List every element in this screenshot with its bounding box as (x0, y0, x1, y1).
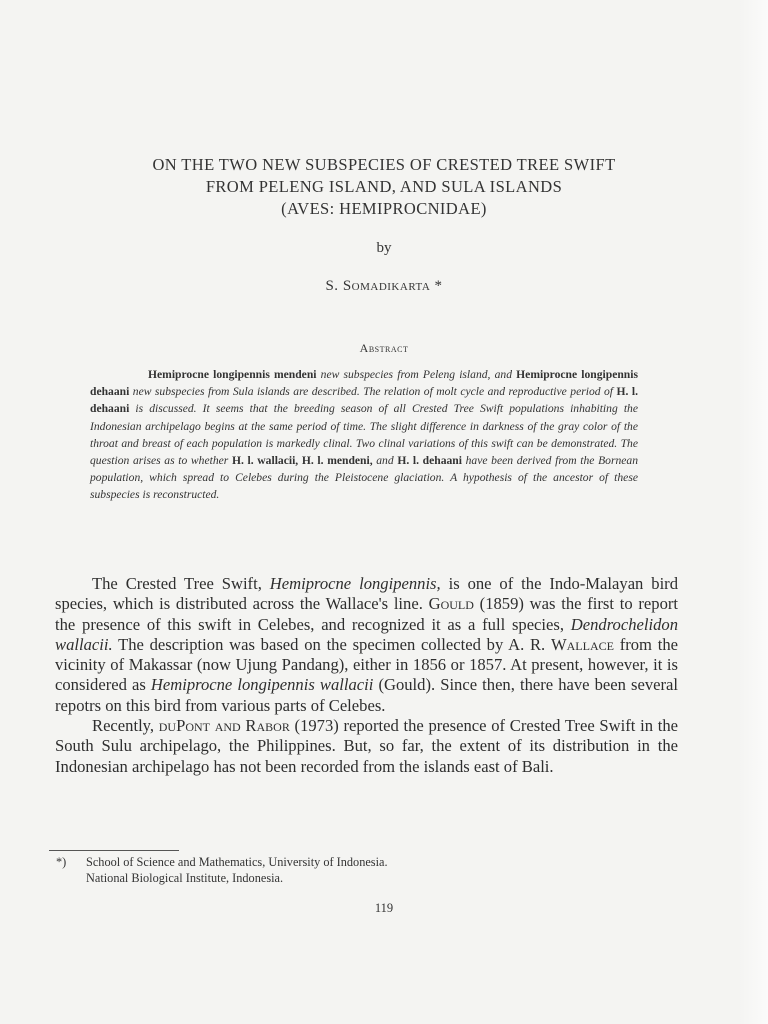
page-edge (738, 0, 768, 1024)
text-run: (1859) was the first to report the presence of this swift in Celebes, and recognized it as a full species, (55, 594, 678, 634)
article-title (40, 154, 728, 220)
author-initial: S. (325, 278, 343, 294)
title-line-1: ON THE TWO NEW SUBSPECIES OF CRESTED TREE SWIFT (152, 155, 616, 174)
footnote-line-2: National Biological Institute, Indonesia. (86, 870, 284, 885)
footnote (56, 855, 676, 886)
species-name: Hemiprocne longipennis wallacii (150, 675, 374, 695)
abstract-text (90, 366, 638, 504)
footnote-line-1: School of Science and Mathematics, University of Indonesia. (86, 855, 388, 869)
body-text (55, 574, 678, 777)
footnote-row (56, 871, 676, 887)
taxon-name: Hemiprocne longipennis mendeni (148, 368, 317, 381)
abstract-run: is discussed. It seems that the breeding season of all Crested Tree Swift populations inhabiting the Indonesian archipelago begins at the same period of time. The slight difference in darkness of the gray color of the throat and breast of each population is markedly clinal. Two clinal variations of this swift can be demonstrated. The question arises as to whether (90, 402, 638, 468)
text-run: is one of the Indo-Malayan bird species, which is distributed across the Wallace's line. (55, 574, 678, 614)
page-number: 119 (374, 901, 394, 915)
author-surname: Somadikarta (342, 278, 431, 294)
title-line-3: (AVES: HEMIPROCNIDAE) (281, 199, 487, 218)
author-footnote-mark: * (430, 278, 443, 294)
paragraph-1 (55, 574, 678, 716)
abstract-heading: Abstract (359, 341, 409, 355)
author-citation: Gould (428, 594, 474, 614)
title-line-2: FROM PELENG ISLAND, AND SULA ISLANDS (205, 177, 563, 196)
taxon-name: H. l. dehaani (397, 454, 462, 468)
text-run: from the vicinity of Makassar (now Ujung Pandang), either in 1856 or 1857. At present, however, it is considered as (55, 634, 678, 695)
paragraph-2 (55, 716, 678, 777)
abstract-run: have been derived from the Bornean population, which spread to Celebes during the Pleistocene glaciation. A hypothesis of the ancestor of these subspecies is reconstructed. (90, 454, 638, 502)
byline: by (376, 240, 392, 256)
species-name: Hemiprocne longipennis, (269, 574, 441, 593)
author-name (0, 278, 768, 295)
abstract-run: new subspecies from Peleng island, and (316, 368, 517, 381)
text-run: (1973) reported the presence of Crested Tree Swift in the South Sulu archipelago, the Philippines. But, so far, the extent of its distribution in the Indonesian archipelago has not been recorded from the islands east of Bali. (55, 716, 678, 776)
footnote-mark: *) (56, 855, 67, 869)
footnote-indent (56, 871, 86, 887)
abstract-run: and (372, 454, 398, 468)
footnote-rule (49, 850, 179, 851)
species-name: Dendrochelidon wallacii. (55, 614, 678, 654)
text-run: Recently, (92, 716, 159, 736)
text-run: (Gould). Since then, there have been several repotrs on this bird from various parts of Celebes. (55, 675, 679, 715)
author-citation: duPont and Rabor (158, 716, 290, 736)
author-citation: Wallace (550, 634, 614, 654)
abstract-run: new subspecies from Sula islands are described. The relation of molt cycle and reproductive period of (129, 385, 617, 399)
text-run: The description was based on the specimen collected by A. R. (112, 634, 551, 654)
taxon-name: H. l. dehaani (90, 385, 638, 416)
footnote-row (56, 855, 676, 871)
text-run: The Crested Tree Swift, (92, 574, 270, 593)
taxon-name: H. l. wallacii, H. l. mendeni, (231, 454, 373, 468)
taxon-name: Hemiprocne longipennis dehaani (90, 368, 638, 399)
